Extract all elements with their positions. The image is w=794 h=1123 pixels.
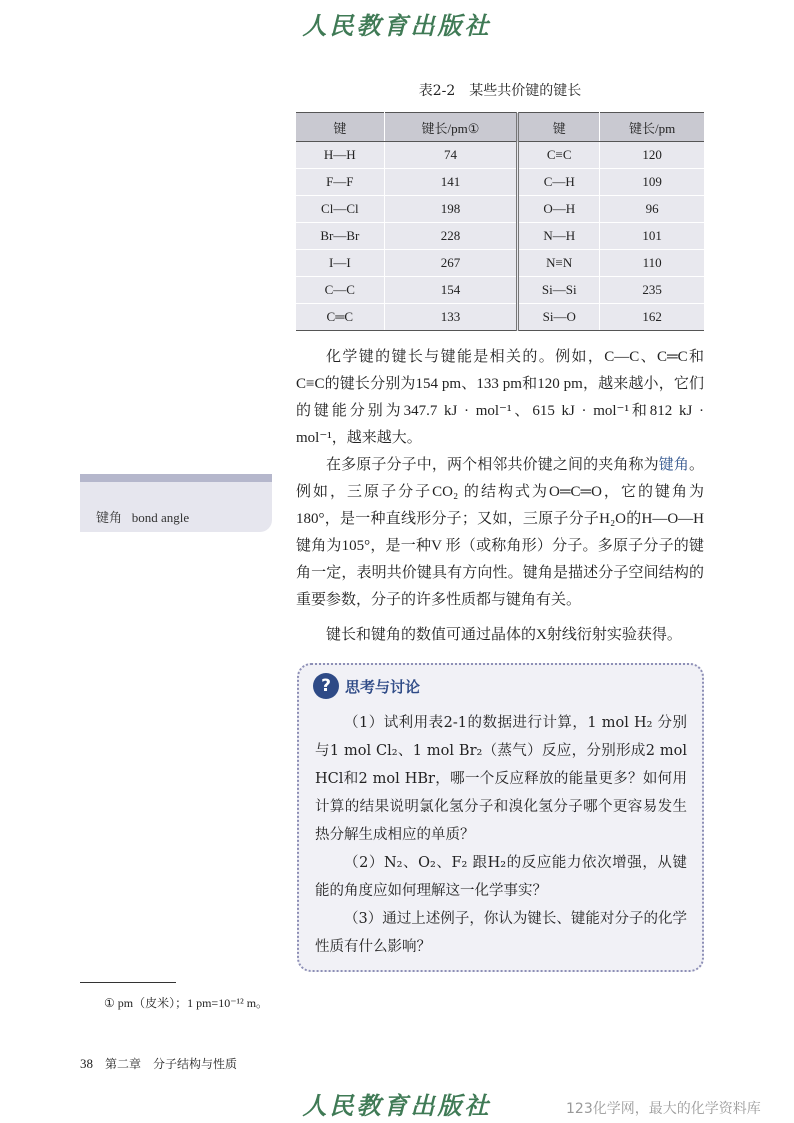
table-caption xyxy=(296,80,704,100)
discussion-question-3: （3）通过上述例子，你认为键长、键能对分子的化学性质有什么影响？ xyxy=(315,911,687,955)
paragraph-bond-length-energy xyxy=(296,344,704,452)
paragraph-text xyxy=(296,452,704,614)
table-row xyxy=(296,169,704,196)
table-cell: 120 xyxy=(600,142,704,169)
table-cell: 133 xyxy=(384,304,518,331)
table-cell: 267 xyxy=(384,250,518,277)
table-cell: C═C xyxy=(296,304,384,331)
paragraph-text-after: 。例如，三原子分子CO₂ 的结构式为O═C═O，它的键角为180°，是一种直线形分子；又如，三原子分子H₂O的H—O—H键角为105°，是一种V 形（或称角形）分子。多原子分子的键角一定，表明共价键具有方向性。键角是描述分子空间结构的重要参数，分子的许多性质都与键角有关。 xyxy=(296,457,704,608)
table-cell: H—H xyxy=(296,142,384,169)
table-cell: 110 xyxy=(600,250,704,277)
publisher-watermark-bottom: 人民教育出版社 xyxy=(302,1091,492,1120)
page-number: 38 xyxy=(80,1056,93,1071)
discussion-header xyxy=(313,673,420,699)
discussion-question-1: （1）试利用表2-1的数据进行计算，1 mol H₂ 分别与1 mol Cl₂、1 mol Br₂（蒸气）反应，分别形成2 mol HCl和2 mol HBr，哪一个反应释放的能量更多？如何用计算的结果说明氯化氢分子和溴化氢分子哪个更容易发生热分解生成相应的单质？ xyxy=(315,715,687,843)
table-cell: F—F xyxy=(296,169,384,196)
paragraph-text: 键长和键角的数值可通过晶体的X射线衍射实验获得。 xyxy=(326,627,682,643)
table-cell: N—H xyxy=(518,223,600,250)
table-header-cell: 键长/pm① xyxy=(384,113,518,142)
table-cell: 109 xyxy=(600,169,704,196)
table-cell: C—C xyxy=(296,277,384,304)
table-cell: Cl—Cl xyxy=(296,196,384,223)
paragraph-text-before: 在多原子分子中，两个相邻共价键之间的夹角称为 xyxy=(326,457,659,473)
table-cell: 228 xyxy=(384,223,518,250)
discussion-box xyxy=(297,663,704,972)
footnote-divider xyxy=(80,982,176,983)
glossary-english: bond angle xyxy=(131,510,190,525)
table-cell: Br—Br xyxy=(296,223,384,250)
table-cell: 162 xyxy=(600,304,704,331)
table-header-row xyxy=(296,113,704,142)
table-cell: 96 xyxy=(600,196,704,223)
table-cell: I—I xyxy=(296,250,384,277)
table-row xyxy=(296,196,704,223)
site-watermark: 123化学网，最大的化学资料库 xyxy=(566,1101,761,1117)
glossary-entry xyxy=(96,507,189,526)
footnote: ① pm（皮米）；1 pm=10⁻¹² m。 xyxy=(104,996,269,1010)
table-row xyxy=(296,277,704,304)
table-caption-title: 某些共价键的键长 xyxy=(469,83,582,99)
question-badge-icon: ? xyxy=(313,673,339,699)
discussion-question-2: （2）N₂、O₂、F₂ 跟H₂的反应能力依次增强，从键能的角度应如何理解这一化学事实？ xyxy=(315,855,687,899)
key-term-bond-angle: 键角 xyxy=(658,457,689,473)
table-cell: 198 xyxy=(384,196,518,223)
table-cell: 101 xyxy=(600,223,704,250)
table-cell: 154 xyxy=(384,277,518,304)
table-header-cell: 键长/pm xyxy=(600,113,704,142)
discussion-title: 思考与讨论 xyxy=(345,677,421,696)
chapter-title: 第二章 分子结构与性质 xyxy=(105,1057,238,1071)
glossary-sidebar xyxy=(80,474,272,532)
table-row xyxy=(296,250,704,277)
table-header-cell: 键 xyxy=(518,113,600,142)
table-cell: Si—O xyxy=(518,304,600,331)
table-row xyxy=(296,304,704,331)
table-cell: 235 xyxy=(600,277,704,304)
publisher-watermark-top: 人民教育出版社 xyxy=(302,11,492,40)
table-cell: C—H xyxy=(518,169,600,196)
table-caption-id: 表2-2 xyxy=(418,83,456,99)
table-cell: Si—Si xyxy=(518,277,600,304)
bond-length-table xyxy=(296,112,704,331)
table-cell: 74 xyxy=(384,142,518,169)
paragraph-text: 化学键的键长与键能是相关的。例如，C—C、C═C和C≡C的键长分别为154 pm、133 pm和120 pm，越来越小，它们的键能分别为347.7 kJ · mol⁻¹、615 kJ · mol⁻¹和812 kJ · mol⁻¹，越来越大。 xyxy=(296,349,704,446)
paragraph-xray xyxy=(296,622,704,649)
glossary-term: 键角 xyxy=(96,510,123,525)
page-footer xyxy=(80,1055,237,1072)
table-cell: C≡C xyxy=(518,142,600,169)
discussion-questions xyxy=(315,709,687,961)
table-cell: N≡N xyxy=(518,250,600,277)
table-cell: 141 xyxy=(384,169,518,196)
table-row xyxy=(296,223,704,250)
paragraph-bond-angle xyxy=(296,452,704,614)
table-cell: O—H xyxy=(518,196,600,223)
table-row xyxy=(296,142,704,169)
table-header-cell: 键 xyxy=(296,113,384,142)
